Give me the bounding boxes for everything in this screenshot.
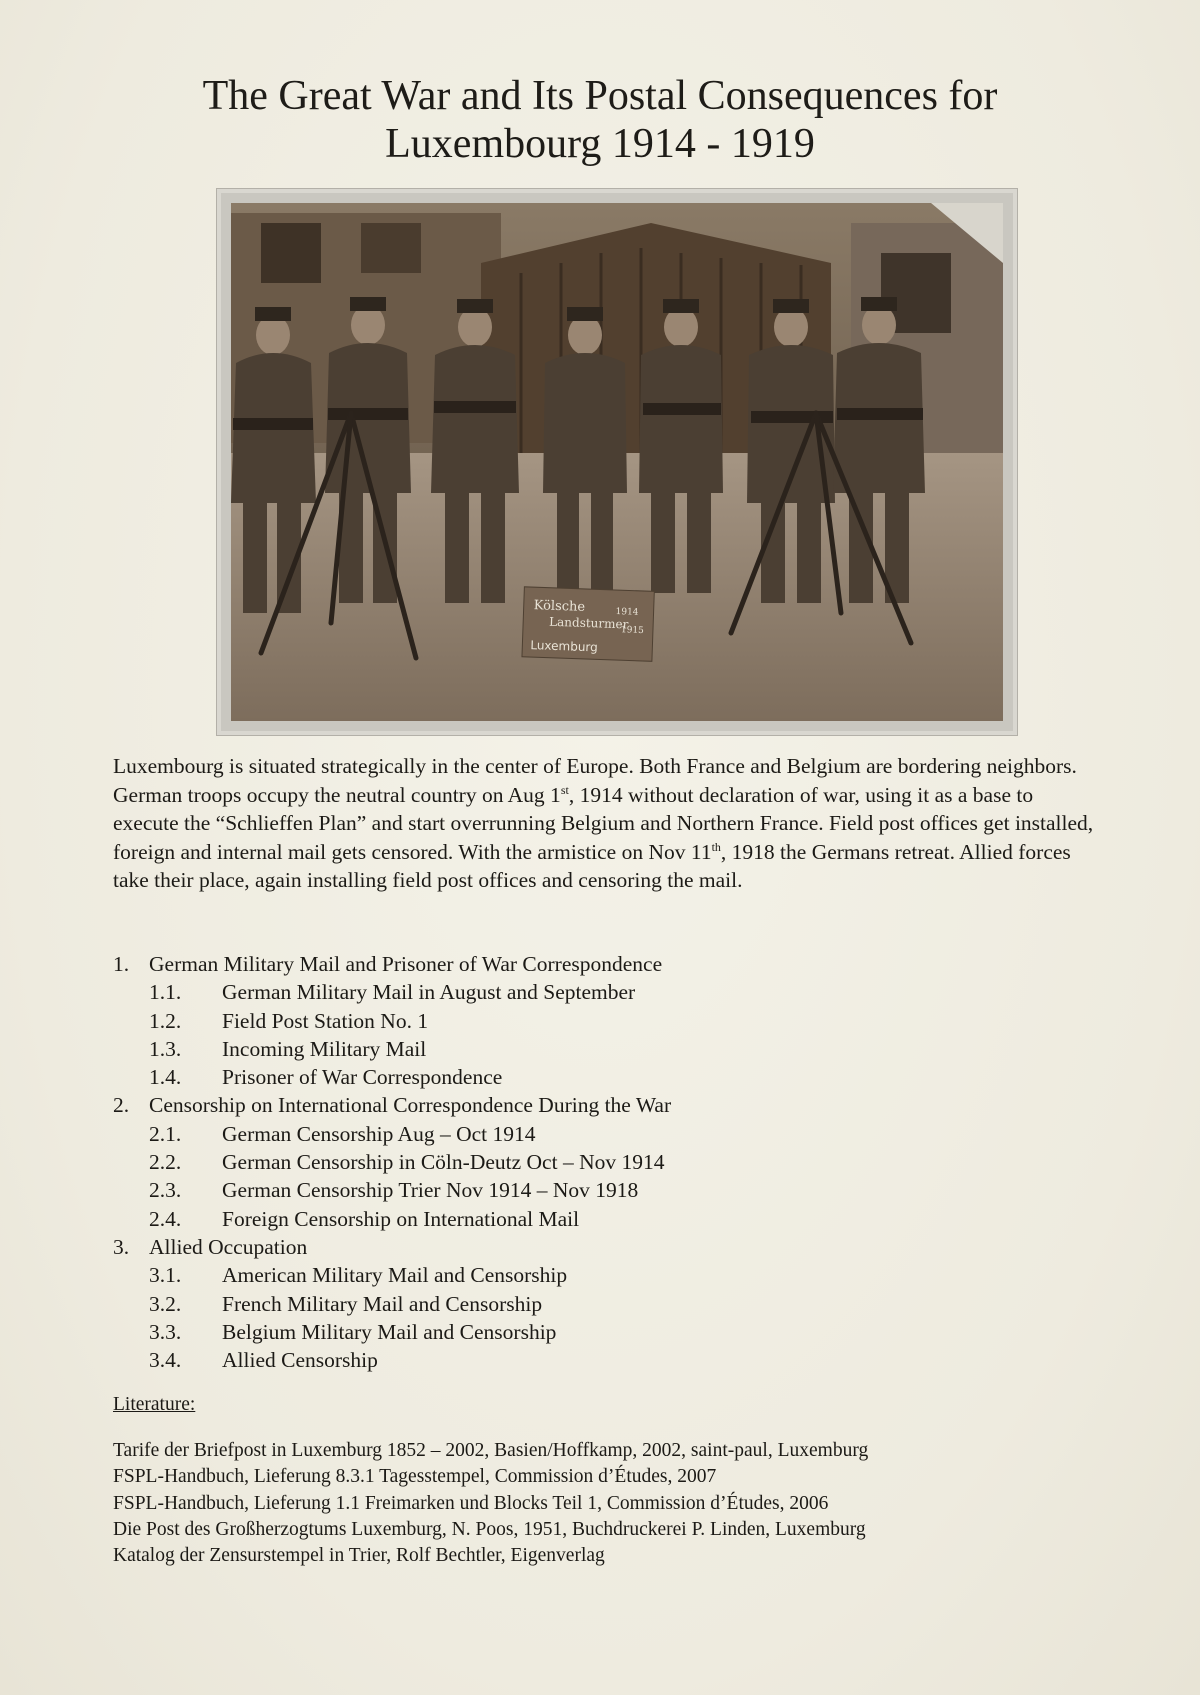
intro-text-2: , 1914 without declaration of war, using it as a base to execute the “Schlieffen Plan” and start overrunning Belgium and Northern France. Field post offices get installed, foreign and internal mail gets censored. With the armistice on Nov 11	[113, 782, 1094, 864]
toc-subitem: 2.1. German Censorship Aug – Oct 1914	[149, 1121, 536, 1146]
photo-sign-text-5: Luxemburg	[530, 638, 599, 655]
title-line-2: Luxembourg 1914 - 1919	[385, 121, 815, 167]
photo-sign-text-2: Landsturmer	[548, 614, 629, 632]
page-title	[100, 72, 1100, 168]
photo-sign-text-3: 1914	[615, 607, 639, 618]
intro-paragraph	[113, 752, 1103, 895]
literature-entry: FSPL-Handbuch, Lieferung 8.3.1 Tagesstempel, Commission d’Études, 2007	[113, 1466, 717, 1488]
toc-subitem: 2.4. Foreign Censorship on International Mail	[149, 1206, 580, 1231]
literature-entry: Die Post des Großherzogtums Luxemburg, N. Poos, 1951, Buchdruckerei P. Linden, Luxemburg	[113, 1518, 866, 1540]
toc-subitem: 2.3. German Censorship Trier Nov 1914 – Nov 1918	[149, 1178, 639, 1203]
intro-text-3: , 1918 the Germans retreat. Allied forces take their place, again installing field post offices and censoring the mail.	[113, 839, 1071, 892]
toc-subitem: 3.3. Belgium Military Mail and Censorship	[149, 1319, 557, 1344]
toc-subitem: 1.4. Prisoner of War Correspondence	[149, 1065, 503, 1090]
soldiers-photograph	[231, 203, 1003, 721]
toc-item: 2. Censorship on International Correspondence During the War	[113, 1093, 672, 1118]
toc-item: 3. Allied Occupation	[113, 1234, 308, 1259]
photo-mount	[216, 188, 1018, 736]
photo-sign-text-1: Kölsche	[533, 598, 586, 615]
toc-subitem: 3.4. Allied Censorship	[149, 1348, 378, 1373]
literature-entry: FSPL-Handbuch, Lieferung 1.1 Freimarken und Blocks Teil 1, Commission d’Études, 2006	[113, 1492, 829, 1514]
literature-entry: Katalog der Zensurstempel in Trier, Rolf Bechtler, Eigenverlag	[113, 1545, 605, 1567]
photo-sign-text-4: 1915	[620, 625, 645, 637]
toc-subitem: 1.3. Incoming Military Mail	[149, 1036, 427, 1061]
intro-sup-1: st	[560, 782, 569, 797]
table-of-contents	[113, 950, 1073, 1374]
toc-subitem: 3.1. American Military Mail and Censorship	[149, 1263, 568, 1288]
intro-sup-2: th	[711, 839, 721, 854]
intro-text-1: Luxembourg is situated strategically in the center of Europe. Both France and Belgium are bordering neighbors. German troops occupy the neutral country on Aug 1	[113, 754, 1077, 807]
title-line-1: The Great War and Its Postal Consequences for	[202, 73, 998, 119]
toc-subitem: 1.1. German Military Mail in August and September	[149, 980, 636, 1005]
literature-heading: Literature:	[113, 1394, 196, 1415]
literature-list	[113, 1438, 1103, 1569]
toc-subitem: 3.2. French Military Mail and Censorship	[149, 1291, 543, 1316]
literature-entry: Tarife der Briefpost in Luxemburg 1852 – 2002, Basien/Hoffkamp, 2002, saint-paul, Luxemburg	[113, 1440, 869, 1461]
toc-subitem: 1.2. Field Post Station No. 1	[149, 1008, 429, 1033]
toc-subitem: 2.2. German Censorship in Cöln-Deutz Oct – Nov 1914	[149, 1150, 665, 1175]
toc-item: 1. German Military Mail and Prisoner of War Correspondence	[113, 952, 663, 976]
